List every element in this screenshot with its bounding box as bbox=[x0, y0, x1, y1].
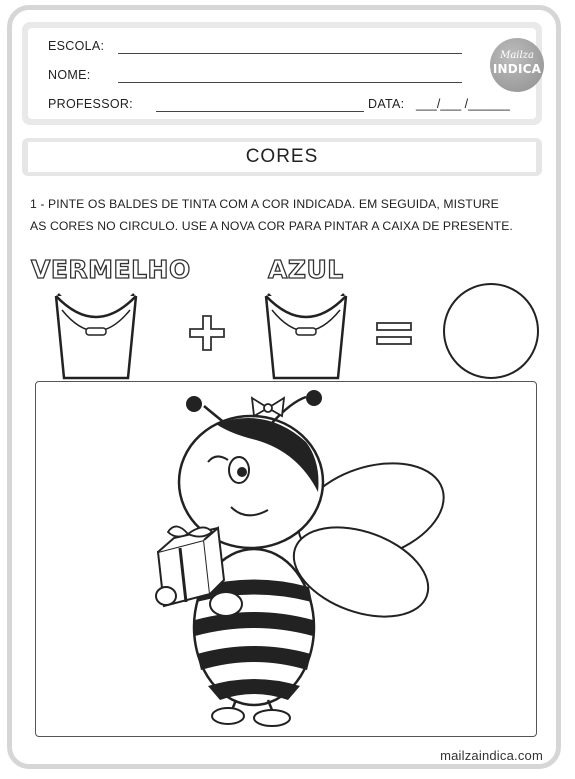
teacher-label: PROFESSOR: bbox=[48, 97, 133, 111]
instruction-line-2: AS CORES NO CIRCULO. USE A NOVA COR PARA PINTAR A CAIXA DE PRESENTE. bbox=[30, 219, 513, 233]
bucket-icon[interactable] bbox=[50, 288, 142, 380]
plus-icon bbox=[188, 314, 226, 352]
date-slots[interactable]: ___/___ /______ bbox=[416, 97, 510, 111]
color-word-blue: AZUL bbox=[268, 255, 344, 284]
instruction-line-1: 1 - PINTE OS BALDES DE TINTA COM A COR INDICADA. EM SEGUIDA, MISTURE bbox=[30, 197, 499, 211]
instructions bbox=[30, 193, 550, 237]
header-inner bbox=[28, 28, 542, 119]
bee-with-gift-icon[interactable] bbox=[36, 382, 535, 735]
name-line[interactable] bbox=[118, 82, 462, 83]
color-word-red: VERMELHO bbox=[31, 255, 191, 284]
logo-small-text: Mailza bbox=[500, 50, 534, 61]
equals-icon bbox=[375, 320, 413, 348]
brand-logo bbox=[490, 38, 544, 92]
illustration-box bbox=[35, 381, 537, 737]
school-line[interactable] bbox=[118, 53, 462, 54]
header-box bbox=[22, 22, 542, 125]
bucket-icon[interactable] bbox=[260, 288, 352, 380]
school-label: ESCOLA: bbox=[48, 39, 105, 53]
logo-big-text: INDICA bbox=[492, 62, 542, 76]
page-title: CORES bbox=[28, 142, 536, 172]
teacher-line[interactable] bbox=[156, 111, 364, 112]
circle-icon[interactable] bbox=[442, 282, 540, 380]
name-label: NOME: bbox=[48, 68, 91, 82]
footer-url[interactable]: mailzaindica.com bbox=[440, 748, 543, 763]
date-label: DATA: bbox=[368, 97, 405, 111]
title-bar bbox=[22, 138, 542, 176]
